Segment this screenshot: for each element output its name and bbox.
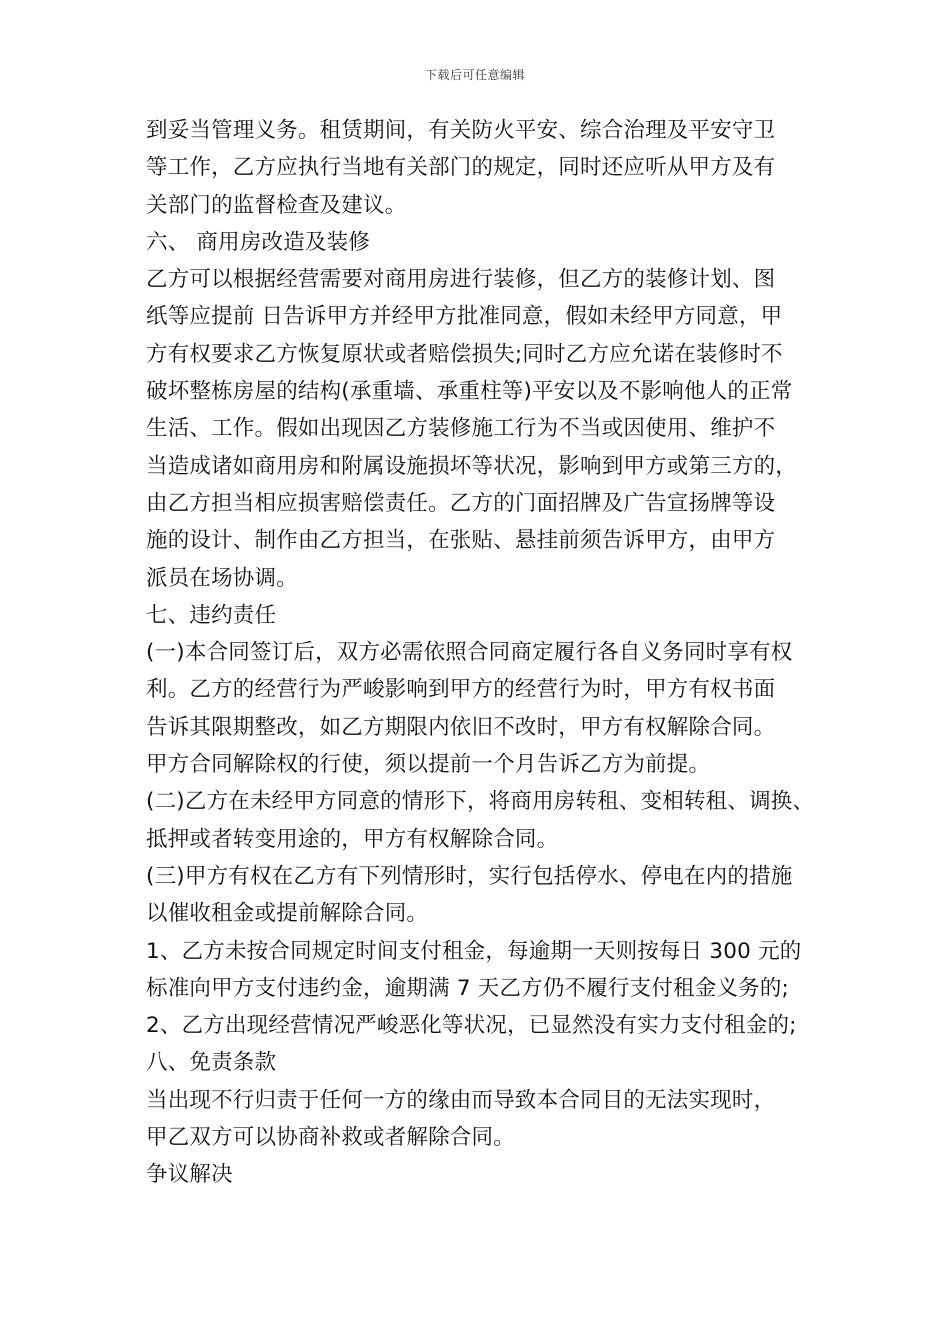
text-line: 施的设计、制作由乙方担当，在张贴、悬挂前须告诉甲方，由甲方 [146, 528, 776, 554]
text-line: 方有权要求乙方恢复原状或者赔偿损失;同时乙方应允诺在装修时不 [146, 341, 783, 367]
text-line: 以催收租金或提前解除合同。 [146, 901, 429, 927]
text-line: 2、乙方出现经营情况严峻恶化等状况，已显然没有实力支付租金的; [146, 1013, 797, 1039]
text-line: 派员在场协调。 [146, 565, 298, 591]
text-line: 破坏整栋房屋的结构(承重墙、承重柱等)平安以及不影响他人的正常 [146, 379, 793, 405]
section-heading-6: 六、 商用房改造及装修 [146, 229, 371, 255]
text-line: 当出现不行归责于任何一方的缘由而导致本合同目的无法实现时， [146, 1087, 776, 1113]
text-line: (一)本合同签订后，双方必需依照合同商定履行各自义务同时享有权 [146, 640, 793, 666]
text-line: 标准向甲方支付违约金，逾期满 7 天乙方仍不履行支付租金义务的; [146, 975, 789, 1001]
text-line: 当造成诸如商用房和附属设施损坏等状况，影响到甲方或第三方的， [146, 453, 798, 479]
section-heading-7: 七、违约责任 [146, 602, 277, 628]
contract-body [146, 112, 826, 1194]
text-line: 1、乙方未按合同规定时间支付租金，每逾期一天则按每日 300 元的 [146, 938, 802, 964]
text-line: 到妥当管理义务。租赁期间，有关防火平安、综合治理及平安守卫 [146, 118, 776, 143]
section-heading-8: 八、免责条款 [146, 1050, 277, 1076]
text-line: (三)甲方有权在乙方有下列情形时，实行包括停水、停电在内的措施 [146, 863, 793, 889]
text-line: 利。乙方的经营行为严峻影响到甲方的经营行为时，甲方有权书面 [146, 677, 776, 703]
text-line: 等工作，乙方应执行当地有关部门的规定，同时还应听从甲方及有 [146, 155, 776, 181]
text-line: 甲乙双方可以协商补救或者解除合同。 [146, 1125, 515, 1151]
text-line: 关部门的监督检查及建议。 [146, 192, 407, 218]
text-line: 告诉其限期整改，如乙方期限内依旧不改时，甲方有权解除合同。 [146, 714, 776, 740]
page-header: 下载后可任意编辑 [424, 68, 525, 82]
text-line: (二)乙方在未经甲方同意的情形下，将商用房转租、变相转租、调换、 [146, 789, 815, 815]
text-line: 抵押或者转变用途的，甲方有权解除合同。 [146, 826, 559, 852]
text-line: 乙方可以根据经营需要对商用房进行装修，但乙方的装修计划、图 [146, 267, 776, 293]
section-heading-dispute: 争议解决 [146, 1162, 233, 1188]
text-line: 甲方合同解除权的行使，须以提前一个月告诉乙方为前提。 [146, 752, 711, 778]
text-line: 由乙方担当相应损害赔偿责任。乙方的门面招牌及广告宣扬牌等设 [146, 490, 776, 516]
text-line: 纸等应提前 日告诉甲方并经甲方批准同意，假如未经甲方同意，甲 [146, 304, 783, 330]
text-line: 生活、工作。假如出现因乙方装修施工行为不当或因使用、维护不 [146, 416, 776, 442]
